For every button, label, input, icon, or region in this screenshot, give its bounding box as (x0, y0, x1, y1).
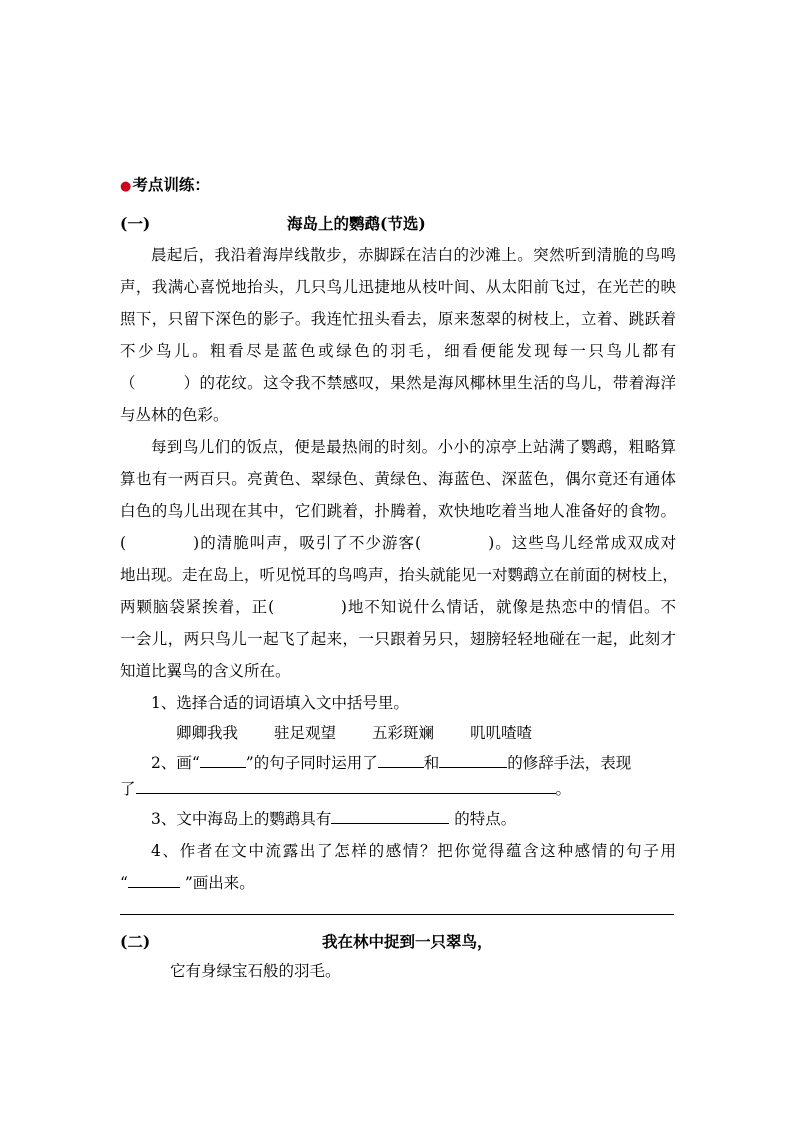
para2-line-5: 地出现。走在岛上，听见悦耳的鸟鸣声，抬头就能见一对鹦鹉立在前面的树枝上， (120, 566, 679, 584)
q2-blank-3[interactable] (439, 752, 507, 768)
option-2: 驻足观望 (274, 724, 337, 742)
q2-blank-4[interactable] (136, 778, 556, 794)
option-4: 叽叽喳喳 (470, 724, 533, 742)
option-3: 五彩斑斓 (372, 724, 435, 742)
question-3: 3、文中海岛上的鹦鹉具有 的特点。 (151, 810, 517, 828)
para2-line-1: 每到鸟儿们的饭点，便是最热闹的时刻。小小的凉亭上站满了鹦鹉，粗略算 (151, 438, 676, 456)
section1-title: 海岛上的鹦鹉(节选) (287, 214, 426, 233)
section2-line-1: 它有身绿宝石般的羽毛。 (170, 962, 341, 980)
question-4-line-1: 4、作者在文中流露出了怎样的感情？把你觉得蕴含这种感情的句子用 (151, 842, 676, 860)
training-heading (120, 174, 676, 198)
para1-line-5: （ ）的花纹。这令我不禁感叹，果然是海风椰林里生活的鸟儿，带着海洋 (120, 374, 676, 392)
question-2-line-2: 了 。 (120, 780, 572, 798)
q2-blank-1[interactable] (200, 752, 246, 768)
question-2-line-1: 2、画“ ”的句子同时运用了 和 的修辞手法，表现 (151, 754, 632, 772)
para2-line-4: ( )的清脆叫声，吸引了不少游客( )。这些鸟儿经常成双成对 (120, 534, 676, 552)
para2-line-7: 一会儿，两只鸟儿一起飞了起来，一只跟着另只，翅膀轻轻地碰在一起，此刻才 (120, 630, 676, 648)
heading-label: 考点训练： (132, 175, 210, 194)
bullet-icon: ● (120, 179, 132, 194)
section2-title: 我在林中捉到一只翠鸟， (322, 932, 493, 951)
section-divider (120, 914, 674, 915)
para2-line-8: 知道比翼鸟的含义所在。 (120, 662, 291, 680)
para2-line-2: 算也有一两百只。亮黄色、翠绿色、黄绿色、海蓝色、深蓝色，偶尔竟还有通体 (120, 470, 676, 488)
q4-blank[interactable] (128, 872, 180, 888)
question-1-options (120, 722, 676, 744)
para2-line-6: 两颗脑袋紧挨着，正( )地不知说什么情话，就像是热恋中的情侣。不 (120, 598, 676, 616)
para1-line-6: 与丛林的色彩。 (120, 406, 229, 424)
section1-number: (一) (120, 214, 151, 233)
para1-line-4: 不少鸟儿。粗看尽是蓝色或绿色的羽毛，细看便能发现每一只鸟儿都有 (120, 342, 676, 360)
para1-line-2: 声，我满心喜悦地抬头，几只鸟儿迅捷地从枝叶间、从太阳前飞过，在光芒的映 (120, 278, 676, 296)
section2-number: (二) (120, 932, 151, 951)
option-1: 卿卿我我 (176, 724, 239, 742)
para2-line-3: 白色的鸟儿出现在其中，它们跳着，扑腾着，欢快地吃着当地人准备好的食物。 (120, 502, 676, 520)
q2-blank-2[interactable] (378, 752, 424, 768)
question-1: 1、选择合适的词语填入文中括号里。 (151, 694, 409, 712)
para1-line-3: 照下，只留下深色的影子。我连忙扭头看去，原来葱翠的树枝上，立着、跳跃着 (120, 310, 676, 328)
question-4-line-2: “ ”画出来。 (120, 874, 255, 892)
para1-line-1: 晨起后，我沿着海岸线散步，赤脚踩在洁白的沙滩上。突然听到清脆的鸟鸣 (151, 246, 676, 264)
q3-blank[interactable] (331, 808, 449, 824)
